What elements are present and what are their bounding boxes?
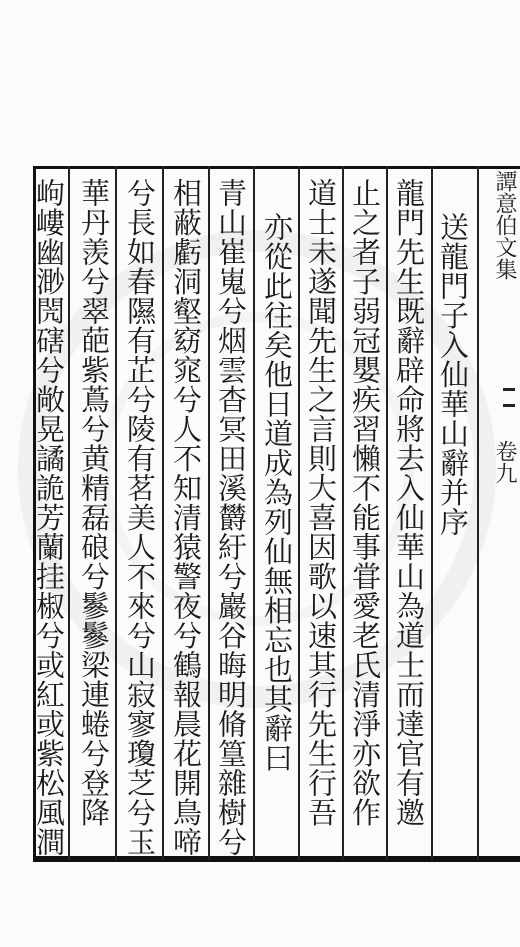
edge-volume: [490, 440, 520, 484]
text-column-9: 華丹羡兮翠葩紫蔦兮黄精磊硠兮鬖鬖梁連蜷兮登降: [77, 178, 111, 827]
edge-title-text: 譚意伯文集: [492, 170, 517, 280]
text-column-10: 岣嶁幽渺閌磍兮敞晃譎詭芳蘭挂椒兮或紅或紫松風澗: [32, 178, 66, 857]
column-rule: [431, 166, 433, 860]
column-rule: [253, 166, 255, 860]
column-rule: [477, 166, 479, 860]
text-column-5: 亦從此往矣他日道成為列仙無相忘也其辭曰: [260, 212, 294, 773]
column-rule: [68, 166, 70, 860]
column-rule: [298, 166, 300, 860]
text-column-7: 相蔽虧洞壑窈窕兮人不知清猿警夜兮鶴報晨花開鳥啼: [169, 178, 203, 857]
edge-volume-text: 卷九: [492, 440, 517, 484]
column-rule: [162, 166, 164, 860]
column-rule: [115, 166, 117, 860]
fold-mark: [503, 404, 515, 407]
column-rule: [208, 166, 210, 860]
text-column-2: 龍門先生既辭辟命將去入仙華山為道士而達官有邀: [392, 178, 426, 827]
page-border-bottom: [33, 856, 520, 860]
column-rule: [386, 166, 388, 860]
text-column-8: 兮長如春隰有芷兮陵有茗美人不來兮山寂寥瓊芝兮玉: [123, 178, 157, 857]
text-column-6: 青山崔嵬兮烟雲杳冥田溪欝紆兮巖谷晦明脩篁雜樹兮: [214, 178, 248, 857]
text-column-3: 止之者子弱冠嬰疾習懶不能事甞愛老氏清淨亦欲作: [348, 178, 382, 827]
text-column-1: 送龍門子入仙華山辭并序: [436, 212, 470, 537]
edge-title: [490, 170, 520, 280]
column-rule: [342, 166, 344, 860]
fold-mark: [503, 388, 515, 391]
text-column-4: 道士未遂聞先生之言則大喜因歌以速其行先生行吾: [304, 178, 338, 827]
